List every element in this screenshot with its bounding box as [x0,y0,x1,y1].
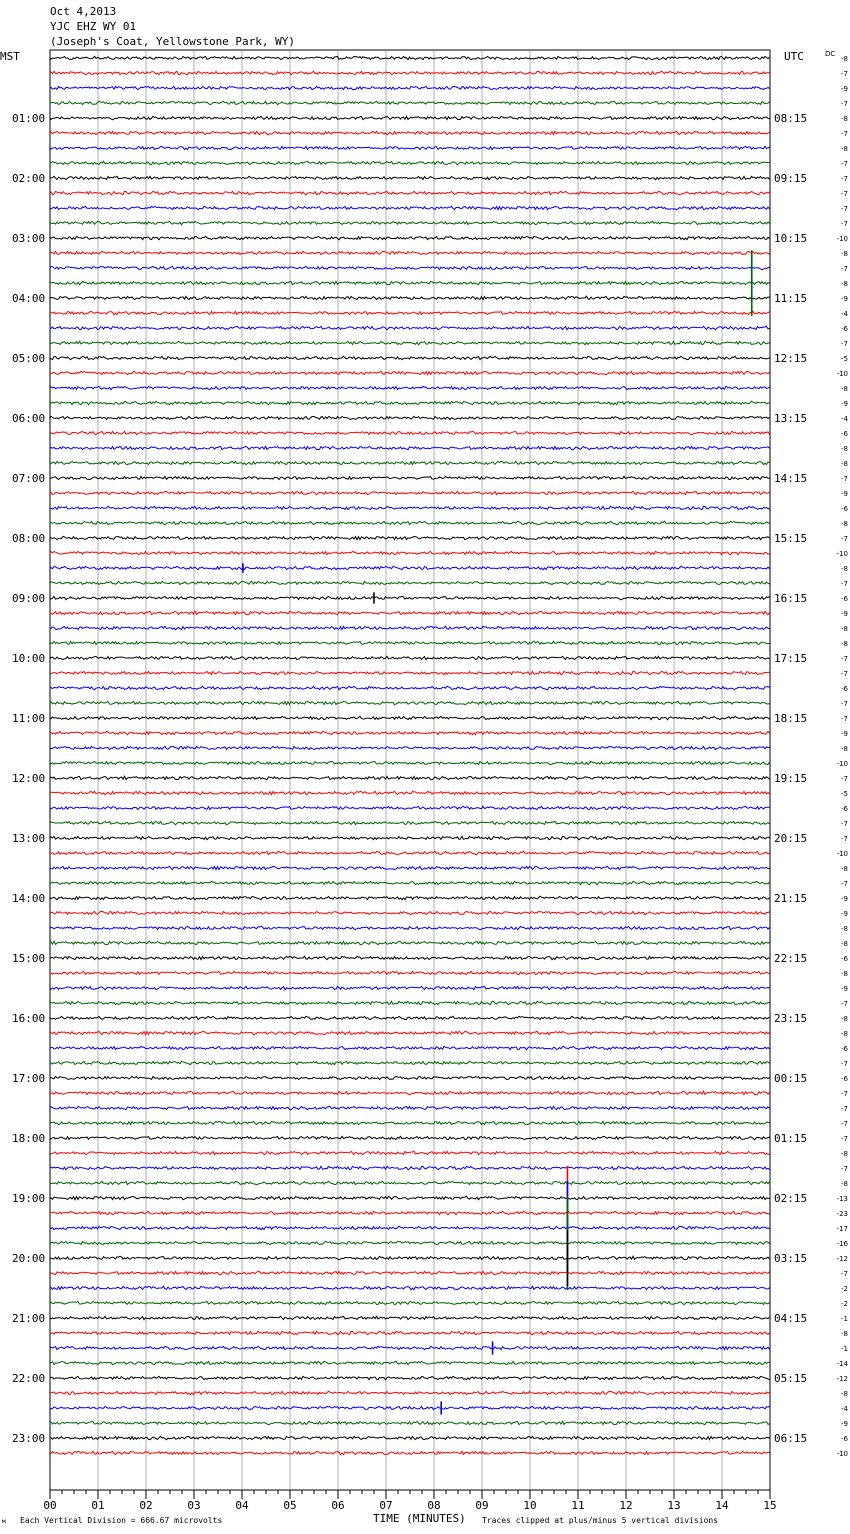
mst-hour-label: 13:00 [12,832,46,845]
mst-hour-label: 09:00 [12,592,46,605]
trace-line [50,401,770,405]
dc-offset: -8 [841,1030,848,1038]
mst-hour-label: 20:00 [12,1252,46,1265]
dc-offset: -8 [841,520,848,528]
dc-offset: -8 [841,865,848,873]
trace-line [50,851,770,855]
trace-line [50,206,770,210]
utc-hour-label: 08:15 [774,112,808,125]
trace-line [50,776,770,779]
mst-hour-label: 08:00 [12,532,46,545]
trace-line [50,1136,770,1140]
trace-line [50,1316,770,1319]
trace-line [50,701,770,704]
mst-hour-label: 19:00 [12,1192,46,1205]
utc-hour-label: 22:15 [774,952,808,965]
trace-line [50,956,770,960]
dc-offset: -6 [841,1435,848,1443]
time-axis [43,1490,776,1512]
trace-line [50,1211,770,1215]
x-tick-label: 00 [43,1499,57,1512]
dc-offset: -7 [841,835,848,843]
trace-line [50,1181,770,1185]
trace-line [50,281,770,284]
trace-line [50,1331,770,1334]
trace-line [50,1046,770,1050]
trace-line [50,836,770,839]
dc-offset: -6 [841,1045,848,1053]
event-group [243,250,752,1414]
trace-line [50,311,770,314]
dc-offset: -6 [841,595,848,603]
dc-offset: -7 [841,535,848,543]
dc-offset: -7 [841,715,848,723]
x-tick-label: 04 [235,1499,249,1512]
dc-offset: -7 [841,175,848,183]
dc-offset: -12 [836,1375,848,1383]
dc-label: DC [825,50,836,58]
trace-line [50,1121,770,1125]
dc-offset: -6 [841,325,848,333]
dc-offset: -9 [841,490,848,498]
dc-offset: -8 [841,385,848,393]
mst-hour-label: 21:00 [12,1312,46,1325]
trace-line [50,881,770,885]
trace-line [50,1226,770,1230]
x-tick-label: 11 [571,1499,585,1512]
plot-grid [50,50,770,1490]
trace-line [50,1421,770,1425]
trace-line [50,1001,770,1004]
x-tick-label: 08 [427,1499,441,1512]
trace-line [50,761,770,765]
dc-offset: -8 [841,925,848,933]
utc-hour-label: 19:15 [774,772,808,785]
dc-offset: -23 [836,1210,848,1218]
utc-axis-label: UTC [784,50,804,63]
trace-line [50,1166,770,1169]
utc-hour-label: 20:15 [774,832,808,845]
dc-offset: -7 [841,880,848,888]
trace-line [50,1286,770,1290]
utc-hour-label: 15:15 [774,532,808,545]
utc-hour-label: 09:15 [774,172,808,185]
trace-line [50,1151,770,1154]
dc-offset: -7 [841,670,848,678]
trace-line [50,671,770,674]
dc-offset: -8 [841,1390,848,1398]
x-tick-label: 10 [523,1499,537,1512]
trace-line [50,1256,770,1260]
dc-offset: -10 [836,1450,848,1458]
dc-offset: -8 [841,115,848,123]
dc-offset: -8 [841,625,848,633]
trace-line [50,491,770,495]
dc-offset: -17 [836,1225,848,1233]
trace-line [50,806,770,809]
trace-line [50,1301,770,1305]
trace-line [50,461,770,465]
trace-line [50,641,770,644]
dc-offset: -8 [841,565,848,573]
trace-line [50,236,770,240]
dc-offset: -7 [841,265,848,273]
trace-line [50,611,770,614]
trace-line [50,71,770,74]
mst-hour-label: 03:00 [12,232,46,245]
dc-offset: -8 [841,460,848,468]
mst-hour-label: 14:00 [12,892,46,905]
mst-hour-label: 16:00 [12,1012,46,1025]
x-tick-label: 07 [379,1499,393,1512]
dc-offset: -8 [841,280,848,288]
dc-offset: -7 [841,820,848,828]
utc-hour-label: 00:15 [774,1072,808,1085]
trace-line [50,1031,770,1034]
dc-offset: -8 [841,250,848,258]
utc-hour-label: 10:15 [774,232,808,245]
trace-line [50,371,770,374]
mst-hour-label: 22:00 [12,1372,46,1385]
x-tick-label: 05 [283,1499,297,1512]
mystery-glyph: м [2,1518,6,1525]
trace-line [50,1061,770,1065]
trace-line [50,386,770,389]
dc-offset: -9 [841,985,848,993]
dc-offset: -6 [841,505,848,513]
utc-hour-label: 14:15 [774,472,808,485]
utc-hour-label: 05:15 [774,1372,808,1385]
trace-line [50,161,770,165]
dc-offset: -12 [836,1255,848,1263]
dc-offset: -7 [841,1105,848,1113]
trace-line [50,791,770,795]
mst-hour-label: 11:00 [12,712,46,725]
trace-line [50,746,770,749]
dc-offset-labels [837,55,849,1458]
trace-line [50,551,770,555]
trace-line [50,191,770,194]
trace-line [50,1436,770,1439]
mst-hour-label: 05:00 [12,352,46,365]
x-tick-label: 03 [187,1499,201,1512]
x-tick-label: 09 [475,1499,489,1512]
dc-offset: -7 [841,1135,848,1143]
dc-offset: -7 [841,475,848,483]
trace-line [50,341,770,344]
trace-line [50,941,770,944]
dc-offset: -8 [841,1015,848,1023]
trace-line [50,971,770,974]
trace-line [50,1196,770,1199]
trace-line [50,176,770,179]
vertical-division-note: Each Vertical Division = 666.67 microvolts [20,1516,223,1525]
trace-line [50,1361,770,1364]
trace-group [50,56,770,1454]
dc-offset: -1 [841,1345,848,1353]
dc-offset: -10 [836,550,848,558]
dc-offset: -7 [841,1000,848,1008]
trace-line [50,116,770,120]
dc-offset: -7 [841,190,848,198]
trace-line [50,416,770,419]
dc-offset: -8 [841,970,848,978]
clipping-note: Traces clipped at plus/minus 5 vertical divisions [482,1516,719,1525]
dc-offset: -7 [841,160,848,168]
dc-offset: -7 [841,205,848,213]
trace-line [50,716,770,720]
station-location: (Joseph's Coat, Yellowstone Park, WY) [50,35,296,48]
utc-hour-label: 16:15 [774,592,808,605]
mst-hour-label: 02:00 [12,172,46,185]
dc-offset: -6 [841,685,848,693]
mst-hour-label: 04:00 [12,292,46,305]
dc-offset: -6 [841,955,848,963]
x-tick-label: 12 [619,1499,633,1512]
dc-offset: -7 [841,100,848,108]
mst-hour-label: 12:00 [12,772,46,785]
trace-line [50,266,770,270]
trace-line [50,1091,770,1095]
trace-line [50,1241,770,1244]
trace-line [50,626,770,630]
x-axis-label: TIME (MINUTES) [373,1512,466,1525]
utc-hour-label: 01:15 [774,1132,808,1145]
mst-hour-label: 23:00 [12,1432,46,1445]
trace-line [50,1106,770,1109]
trace-line [50,221,770,224]
trace-line [50,911,770,914]
dc-offset: -8 [841,940,848,948]
dc-offset: -7 [841,1165,848,1173]
utc-hour-label: 21:15 [774,892,808,905]
mst-axis-label: MST [0,50,20,63]
mst-hour-label: 10:00 [12,652,46,665]
trace-line [50,686,770,690]
dc-offset: -2 [841,1285,848,1293]
dc-offset: -8 [841,1150,848,1158]
station-code: YJC EHZ WY 01 [50,20,137,33]
dc-offset: -8 [841,445,848,453]
trace-line [50,986,770,990]
dc-offset: -8 [841,1330,848,1338]
dc-offset: -7 [841,70,848,78]
trace-line [50,356,770,360]
trace-line [50,146,770,149]
utc-labels [774,112,807,1445]
mst-labels [12,112,45,1445]
dc-offset: -9 [841,910,848,918]
dc-offset: -4 [841,1405,848,1413]
plot-frame [50,50,770,1490]
trace-line [50,86,770,89]
trace-line [50,521,770,525]
trace-line [50,101,770,104]
trace-line [50,1016,770,1020]
dc-offset: -10 [836,370,848,378]
trace-line [50,656,770,660]
trace-line [50,251,770,254]
dc-offset: -9 [841,730,848,738]
dc-offset: -9 [841,895,848,903]
mst-hour-label: 01:00 [12,112,46,125]
dc-offset: -7 [841,1090,848,1098]
x-tick-label: 13 [667,1499,681,1512]
utc-hour-label: 12:15 [774,352,808,365]
dc-offset: -7 [841,1270,848,1278]
utc-hour-label: 13:15 [774,412,808,425]
dc-offset: -6 [841,430,848,438]
trace-line [50,581,770,584]
utc-hour-label: 03:15 [774,1252,808,1265]
dc-offset: -7 [841,775,848,783]
dc-offset: -8 [841,745,848,753]
utc-hour-label: 23:15 [774,1012,808,1025]
trace-line [50,896,770,900]
dc-offset: -4 [841,415,848,423]
trace-line [50,1376,770,1380]
trace-line [50,446,770,449]
dc-offset: -7 [841,580,848,588]
trace-line [50,506,770,509]
trace-line [50,1346,770,1350]
trace-line [50,596,770,600]
mst-hour-label: 15:00 [12,952,46,965]
mst-hour-label: 06:00 [12,412,46,425]
dc-offset: -9 [841,1420,848,1428]
dc-offset: -14 [836,1360,848,1368]
dc-offset: -7 [841,1120,848,1128]
trace-line [50,1076,770,1079]
mst-hour-label: 18:00 [12,1132,46,1145]
utc-hour-label: 06:15 [774,1432,808,1445]
dc-offset: -7 [841,130,848,138]
dc-offset: -7 [841,220,848,228]
chart-date: Oct 4,2013 [50,5,117,18]
dc-offset: -7 [841,700,848,708]
trace-line [50,131,770,135]
trace-line [50,821,770,825]
trace-line [50,566,770,570]
dc-offset: -9 [841,85,848,93]
utc-hour-label: 02:15 [774,1192,808,1205]
dc-offset: -13 [836,1195,848,1203]
x-tick-label: 01 [91,1499,105,1512]
x-tick-label: 14 [715,1499,729,1512]
dc-offset: -2 [841,1300,848,1308]
trace-line [50,326,770,330]
mst-hour-label: 17:00 [12,1072,46,1085]
trace-line [50,1406,770,1409]
dc-offset: -10 [836,235,848,243]
dc-offset: -8 [841,640,848,648]
trace-line [50,296,770,300]
x-tick-label: 02 [139,1499,153,1512]
dc-offset: -10 [836,760,848,768]
dc-offset: -7 [841,1060,848,1068]
trace-line [50,926,770,930]
dc-offset: -1 [841,1315,848,1323]
trace-line [50,476,770,479]
dc-offset: -10 [836,850,848,858]
trace-line [50,1451,770,1455]
dc-offset: -8 [841,145,848,153]
trace-line [50,731,770,735]
x-tick-label: 15 [763,1499,777,1512]
dc-offset: -8 [841,55,848,63]
x-tick-label: 06 [331,1499,345,1512]
mst-hour-label: 07:00 [12,472,46,485]
dc-offset: -6 [841,805,848,813]
trace-line [50,1391,770,1395]
utc-hour-label: 17:15 [774,652,808,665]
dc-offset: -5 [841,790,848,798]
dc-offset: -4 [841,310,848,318]
dc-offset: -5 [841,355,848,363]
dc-offset: -7 [841,340,848,348]
dc-offset: -9 [841,295,848,303]
dc-offset: -8 [841,1180,848,1188]
trace-line [50,56,770,59]
utc-hour-label: 11:15 [774,292,808,305]
dc-offset: -9 [841,610,848,618]
trace-line [50,866,770,869]
dc-offset: -6 [841,1075,848,1083]
utc-hour-label: 04:15 [774,1312,808,1325]
dc-offset: -9 [841,400,848,408]
dc-offset: -7 [841,655,848,663]
trace-line [50,1271,770,1274]
trace-line [50,431,770,435]
trace-line [50,536,770,539]
dc-offset: -16 [836,1240,848,1248]
utc-hour-label: 18:15 [774,712,808,725]
